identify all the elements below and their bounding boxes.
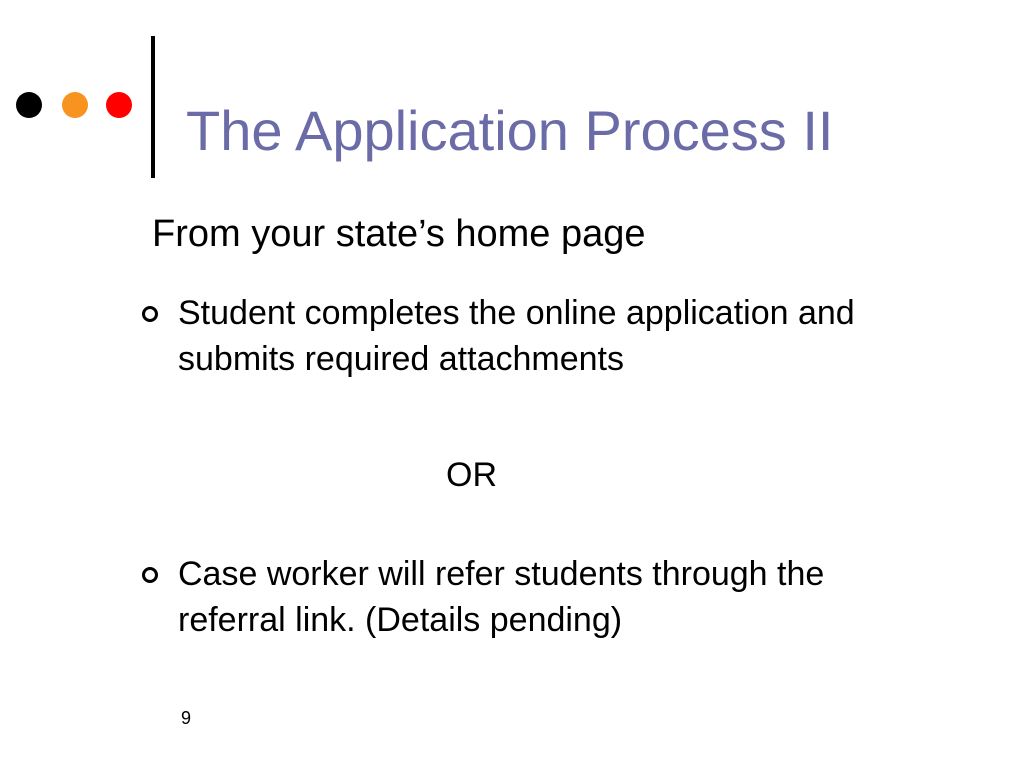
red-dot-icon <box>106 92 132 118</box>
bullet-item <box>178 290 938 382</box>
black-dot-icon <box>16 92 42 118</box>
hollow-circle-bullet-icon <box>142 567 158 583</box>
hollow-circle-bullet-icon <box>142 306 158 322</box>
page-number: 9 <box>181 708 192 728</box>
orange-dot-icon <box>62 92 88 118</box>
slide-subtitle: From your state’s home page <box>152 213 646 255</box>
bullet-item <box>178 551 938 643</box>
slide-title: The Application Process II <box>186 99 834 162</box>
title-divider <box>151 36 155 178</box>
bullet-text: Case worker will refer students through the referral link. (Details pending) <box>178 555 825 639</box>
or-separator: OR <box>446 456 497 494</box>
bullet-text: Student completes the online application and submits required attachments <box>178 294 855 378</box>
